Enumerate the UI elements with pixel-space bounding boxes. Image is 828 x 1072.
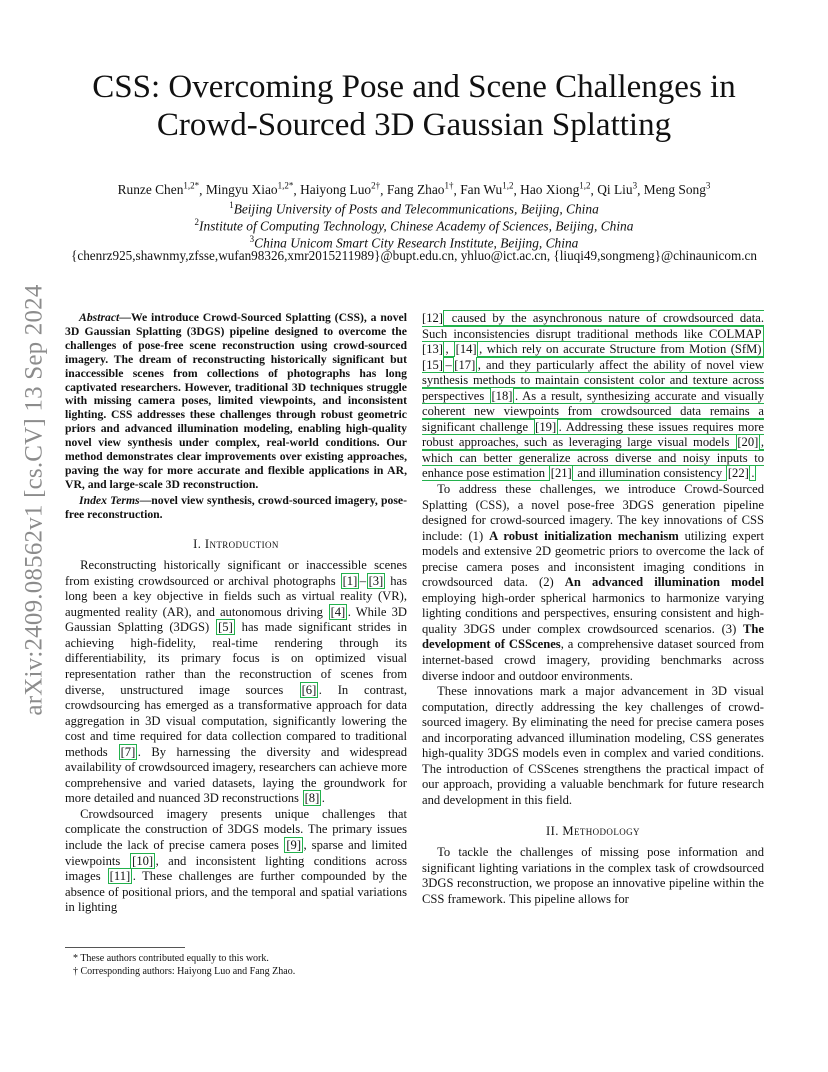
footnote-equal-contribution: * These authors contributed equally to this work. — [73, 953, 269, 964]
affiliation-1: $^1$Beijing University of Posts and Telecommunications, Beijing, China — [229, 200, 599, 217]
citation-link[interactable]: [1] — [342, 573, 358, 588]
citation-link[interactable]: , which rely on accurate Structure from Motion (SfM) — [479, 342, 762, 357]
citation-link[interactable]: – — [445, 357, 452, 372]
citation-link[interactable]: caused by the asynchronous nature of crowdsourced data. Such inconsistencies disrupt traditional methods like COLMAP — [422, 311, 764, 341]
affiliation-2: $^2$Institute of Computing Technology, Chinese Academy of Sciences, Beijing, China — [194, 217, 634, 234]
citation-link[interactable]: [3] — [368, 573, 384, 588]
left-column — [65, 311, 407, 916]
author-emails: {chenrz925,shawnmy,zfsse,wufan98326,xmr2015211989}@bupt.edu.cn, yhluo@ict.ac.cn, {liuqi49,songmeng}@chinaunicom.cn — [71, 248, 757, 263]
author: Fang Zhao$^{1\dagger}$ — [386, 181, 454, 198]
author: Hao Xiong$^{1,2}$ — [520, 181, 591, 198]
method-paragraph-1: To tackle the challenges of missing pose information and significant lighting variations in the complex task of crowdsourced 3DGS reconstruction, we propose an innovative pipeline within the CSS framework. This pipeline allows for — [422, 845, 764, 906]
intro-paragraph-4: These innovations mark a major advancement in 3D visual computation, directly addressing the key challenges of crowd-sourced imagery. By eliminating the need for precise camera poses and incorporating advanced illumination modeling, CSS generates high-quality 3DGS models even in complex and varied conditions. The introduction of CSScenes strengthens the practical impact of our approach, providing a valuable benchmark for future research and development in this field. — [422, 684, 764, 807]
citation-link[interactable]: and illumination consistency — [574, 466, 726, 481]
section-heading-introduction: I. Introduction — [193, 536, 279, 551]
paper-title — [60, 68, 768, 144]
section-heading-methodology: II. Methodology — [546, 823, 640, 838]
citation-link[interactable]: . As a result, synthesizing accurate and visually coherent new viewpoints from crowdsourced data remains a significant challenge — [422, 388, 764, 434]
abstract: Abstract—We introduce Crowd-Sourced Splatting (CSS), a novel 3D Gaussian Splatting (3DGS) pipeline designed to overcome the challenges of pose-free scene reconstruction using crowd-sourced imagery. The dream of reconstructing historically significant but inaccessible scenes from collections of photographs has long captivated researchers. However, traditional 3D techniques struggle with missing camera poses, limited viewpoints, and inconsistent lighting. CSS addresses these challenges through robust geometric priors and advanced illumination modeling, enabling high-quality novel view synthesis under complex, real-world conditions. Our method demonstrates clear improvements over existing approaches, paving the way for more accurate and flexible applications in AR, VR, and large-scale 3D reconstruction. — [65, 311, 407, 491]
affiliation-3: $^3$China Unicom Smart City Research Institute, Beijing, China — [249, 234, 579, 251]
intro-paragraph-2: Crowdsourced imagery presents unique challenges that complicate the construction of 3DGS models. The primary issues include the lack of precise camera poses [9] , sparse and limited viewpoints [10] , and inconsistent lighting conditions across images [11] . These challenges are further compounded by the absence of positional priors, and the temporal and spatial variations in lighting — [65, 806, 408, 915]
title-line-1: CSS: Overcoming Pose and Scene Challenges in — [92, 69, 736, 105]
citation-link[interactable]: . Addressing these issues requires more robust approaches, such as leveraging large visual models — [422, 419, 764, 450]
footnote-corresponding-authors: † Corresponding authors: Haiyong Luo and Fang Zhao. — [73, 966, 296, 977]
intro-paragraph-3: To address these challenges, we introduce Crowd-Sourced Splatting (CSS), a novel pose-free 3DGS generation pipeline designed for crowd-sourced imagery. The key innovations of CSS include: (1) A robust initialization mechanism utilizing expert models and extensive 2D geometric priors to overcome the lack of precise camera poses and inconsistent imaging conditions in crowdsourced data. (2) An advanced illumination model employing high-order spherical harmonics to harmonize varying lighting conditions and perspectives, ensuring consistent and high-quality 3DGS under complex crowdsourced scenarios. (3) The development of CSScenes, a comprehensive dataset sourced from internet-based crowd imagery, providing benchmarks across diverse indoor and outdoor environments. — [422, 482, 765, 683]
author: Fan Wu$^{1,2}$ — [460, 181, 514, 198]
footnotes — [65, 947, 407, 978]
arxiv-id: arXiv:2409.08562v1 [cs.CV] 13 Sep 2024 — [21, 284, 49, 716]
citation-link[interactable]: . — [751, 466, 755, 481]
citation-link[interactable]: [8] — [304, 791, 320, 806]
footnote-rule — [65, 947, 185, 948]
author-list: Runze Chen$^{1,2*}$, Mingyu Xiao$^{1,2*}$, Haiyong Luo$^{2\dagger}$, Fang Zhao$^{1\dagger}$, Fan Wu$^{1,2}$, Hao Xiong$^{1,2}$, Qi Liu$^3$, Meng Song$^3$ — [117, 181, 711, 198]
citation-link[interactable]: [6] — [301, 682, 317, 697]
citation-link[interactable]: [10] — [132, 853, 154, 868]
citation-link[interactable]: [11] — [109, 869, 131, 884]
author: Runze Chen$^{1,2*}$ — [117, 181, 200, 198]
citation-link[interactable]: [7] — [120, 744, 136, 759]
right-column — [422, 311, 764, 907]
index-terms: Index Terms—novel view synthesis, crowd-sourced imagery, pose-free reconstruction. — [65, 493, 407, 521]
citation-link[interactable]: , which can better generalize across diverse and noisy inputs to enhance pose estimation — [422, 435, 764, 481]
citation-link[interactable]: , — [445, 342, 454, 357]
author: Mingyu Xiao$^{1,2*}$ — [205, 181, 294, 198]
author: Meng Song$^3$ — [643, 181, 711, 198]
author: Haiyong Luo$^{2\dagger}$ — [300, 181, 381, 198]
citation-link[interactable]: [5] — [218, 620, 233, 635]
intro-paragraph-1: Reconstructing historically significant or inaccessible scenes from existing crowdsourced or archival photographs [1] – [3] has long been a key objective in fields such as virtual reality (VR), augmented reality (AR), and autonomous driving [4] . While 3D Gaussian Splatting (3DGS) [5] has made significant strides in achieving high-fidelity, real-time rendering through its differentiability, its primary focus is on optimized visual representation rather than the reconstruction of scenes from diverse, unstructured image sources [6] . In contrast, crowdsourcing has emerged as a transformative approach for data aggregation in 3D visual computation, significantly lowering the cost and time required for data collection compared to traditional methods [7] . By harnessing the diversity and widespread availability of crowdsourced imagery, researchers can achieve more comprehensive and varied datasets, laying the groundwork for more detailed and nuanced 3D reconstructions [8] . — [65, 558, 408, 806]
intro-paragraph-2-continued: [12] caused by the asynchronous nature of crowdsourced data. Such inconsistencies disrupt traditional methods like COLMAP [13] , [14] , which rely on accurate Structure from Motion (SfM) [15] – [17] , and they particularly affect the ability of novel view synthesis methods to maintain consistent color and texture across perspectives [18] . As a result, synthesizing accurate and visually coherent new viewpoints from crowdsourced data remains a significant challenge [19] . Addressing these issues requires more robust approaches, such as leveraging large visual models [20] , which can better generalize across diverse and noisy inputs to enhance pose estimation [21] and illumination consistency [22] . — [422, 311, 764, 481]
author: Qi Liu$^3$ — [597, 181, 638, 198]
citation-link[interactable]: , and they particularly affect the ability of novel view synthesis methods to maintain consistent color and texture across perspectives — [422, 357, 764, 403]
title-line-2: Crowd-Sourced 3D Gaussian Splatting — [156, 107, 672, 143]
citation-link[interactable]: [9] — [286, 837, 302, 852]
citation-link[interactable]: [4] — [330, 604, 346, 619]
arxiv-stamp — [10, 284, 60, 716]
